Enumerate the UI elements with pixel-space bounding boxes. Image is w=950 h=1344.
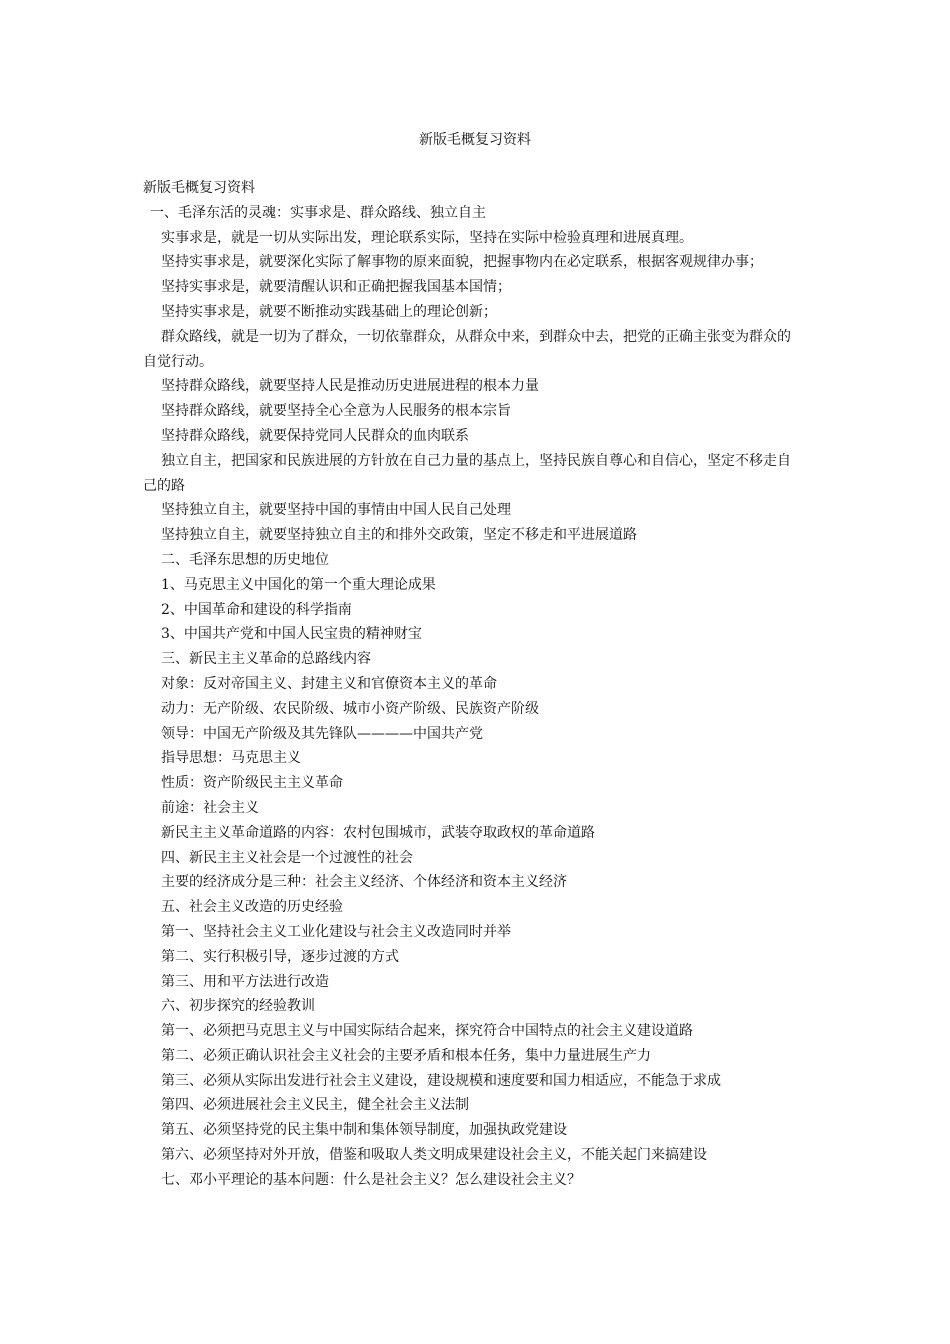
document-body — [143, 176, 803, 1193]
list-item: 第二、实行积极引导，逐步过渡的方式 — [161, 948, 399, 965]
list-item: 前途：社会主义 — [161, 799, 259, 816]
list-item: 性质：资产阶级民主主义革命 — [161, 775, 343, 792]
list-item: 第一、坚持社会主义工业化建设与社会主义改造同时并举 — [161, 923, 511, 940]
list-item: 动力：无产阶级、农民阶级、城市小资产阶级、民族资产阶级 — [161, 700, 539, 717]
paragraph: 实事求是，就是一切从实际出发，理论联系实际，坚持在实际中检验真理和进展真理。 — [161, 229, 693, 246]
paragraph: 独立自主，把国家和民族进展的方针放在自己力量的基点上，坚持民族自尊心和自信心，坚定不移走自己的路 — [143, 452, 791, 494]
paragraph: 坚持实事求是，就要不断推动实践基础上的理论创新； — [161, 303, 497, 320]
list-item: 第四、必须进展社会主义民主，健全社会主义法制 — [161, 1097, 469, 1114]
section-heading: 一、毛泽东活的灵魂：实事求是、群众路线、独立自主 — [150, 204, 486, 221]
list-item: 第六、必须坚持对外开放，借鉴和吸取人类文明成果建设社会主义，不能关起门来搞建设 — [161, 1147, 707, 1164]
list-item: 第一、必须把马克思主义与中国实际结合起来，探究符合中国特点的社会主义建设道路 — [161, 1023, 693, 1040]
list-item: 对象：反对帝国主义、封建主义和官僚资本主义的革命 — [161, 675, 497, 692]
paragraph: 坚持群众路线，就要保持党同人民群众的血肉联系 — [161, 427, 469, 444]
paragraph: 坚持群众路线，就要坚持人民是推动历史进展进程的根本力量 — [161, 378, 539, 395]
section-heading: 五、社会主义改造的历史经验 — [161, 899, 343, 916]
paragraph: 群众路线，就是一切为了群众，一切依靠群众，从群众中来，到群众中去，把党的正确主张变为群众的自觉行动。 — [143, 328, 791, 370]
list-item: 2、中国革命和建设的科学指南 — [161, 601, 352, 618]
section-heading: 六、初步探究的经验教训 — [161, 998, 315, 1015]
paragraph: 坚持实事求是，就要清醒认识和正确把握我国基本国情； — [161, 279, 511, 296]
paragraph: 坚持独立自主，就要坚持中国的事情由中国人民自己处理 — [161, 502, 511, 519]
list-item: 第五、必须坚持党的民主集中制和集体领导制度，加强执政党建设 — [161, 1122, 567, 1139]
section-heading: 二、毛泽东思想的历史地位 — [161, 551, 329, 568]
list-item: 1、马克思主义中国化的第一个重大理论成果 — [161, 576, 436, 593]
list-item: 领导：中国无产阶级及其先锋队————中国共产党 — [161, 725, 483, 742]
document-title: 新版毛概复习资料 — [419, 132, 531, 148]
section-heading: 三、新民主主义革命的总路线内容 — [161, 651, 371, 668]
list-item: 第二、必须正确认识社会主义社会的主要矛盾和根本任务，集中力量进展生产力 — [161, 1047, 651, 1064]
paragraph: 坚持独立自主，就要坚持独立自主的和排外交政策，坚定不移走和平进展道路 — [161, 527, 637, 544]
list-item: 第三、必须从实际出发进行社会主义建设，建设规模和速度要和国力相适应，不能急于求成 — [161, 1072, 721, 1089]
paragraph: 坚持实事求是，就要深化实际了解事物的原来面貌，把握事物内在必定联系，根据客观规律办事； — [161, 254, 763, 271]
paragraph: 主要的经济成分是三种：社会主义经济、个体经济和资本主义经济 — [161, 874, 567, 891]
paragraph: 坚持群众路线，就要坚持全心全意为人民服务的根本宗旨 — [161, 403, 511, 420]
section-heading: 四、新民主主义社会是一个过渡性的社会 — [161, 849, 413, 866]
paragraph: 新民主主义革命道路的内容：农村包围城市，武装夺取政权的革命道路 — [161, 824, 595, 841]
list-item: 3、中国共产党和中国人民宝贵的精神财宝 — [161, 626, 422, 643]
list-item: 指导思想：马克思主义 — [161, 750, 301, 767]
section-heading: 七、邓小平理论的基本问题：什么是社会主义？怎么建设社会主义？ — [161, 1171, 581, 1188]
list-item: 第三、用和平方法进行改造 — [161, 973, 329, 990]
body-heading: 新版毛概复习资料 — [143, 180, 255, 196]
